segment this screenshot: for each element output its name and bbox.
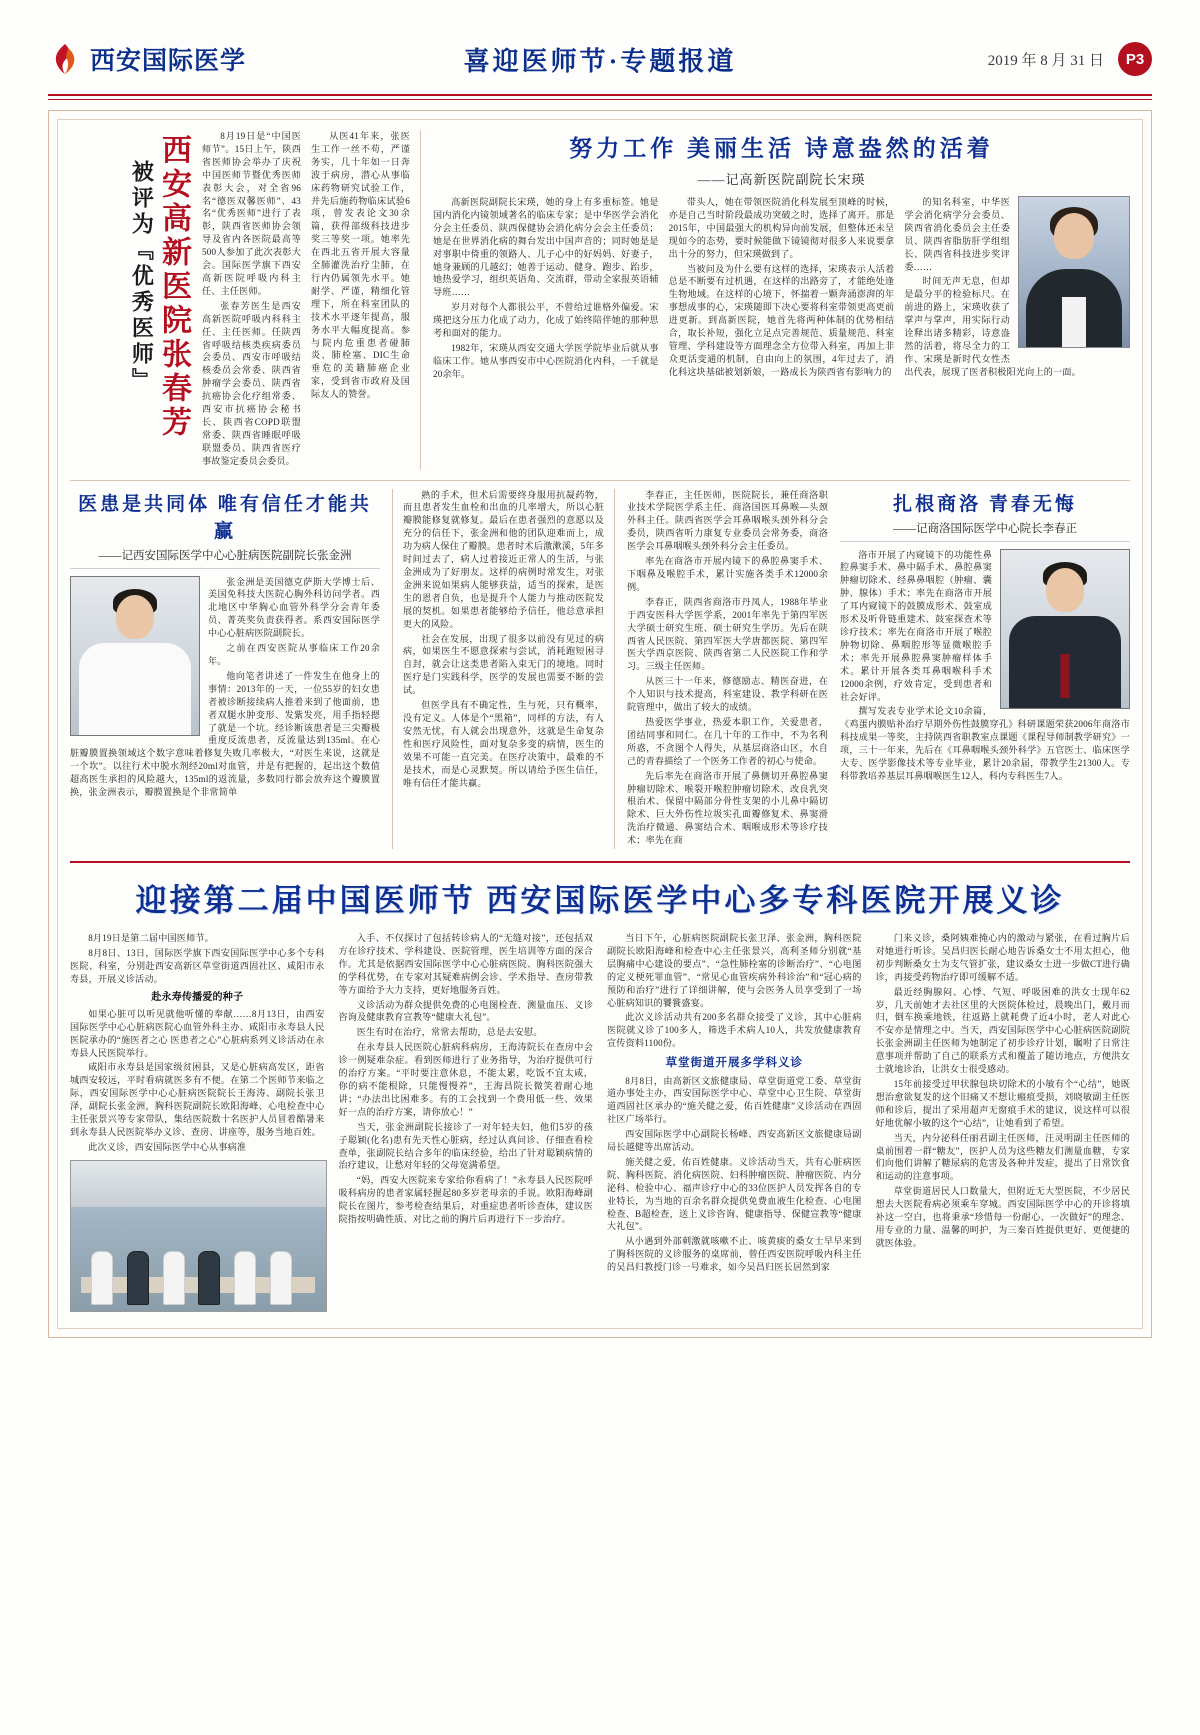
article3-continued — [392, 489, 615, 849]
article4-para-2: 率先在商洛市开展内镜下的鼻腔鼻窦手术、下咽鼻及喉腔手术，累计实施各类手术12000余例。 — [627, 556, 828, 592]
bottom-para-9: 在永寿县人民医院心脏病科病房，王海涛院长在查房中会诊一例疑难杂症。看到医师进行了业务指导，为治疗提供可行的治疗方案。“平时要注意休息，不能太累，吃饭不宜太咸，你的病不能根除，只能慢慢养”，王海昌院长微笑着耐心地讲；“办法出比困难多。有的工会找到一个费用低一些、效果好一点的治疗方案，请你放心！” — [338, 1042, 593, 1117]
article4-para-4: 从医三十一年来，修德励志、精医奋进，在个人知识与技术提高，科室建设、教学科研在医院管理中，做出了较大的成绩。 — [627, 676, 828, 713]
bottom-para-1: 8月19日是第二届中国医师节。 — [88, 933, 214, 944]
article3-para-2: 之前在西安医院从事临床工作20余年。 — [208, 643, 380, 666]
photo-free-clinic-event — [70, 1160, 327, 1312]
article2-para-6: 的知名科室，中华医学会消化病学分会委员、陕西省消化委员会主任委员、陕西省脂肪肝学组组长、陕西省科技进步奖评委…… — [904, 197, 1011, 272]
photo-zhang-jinzhou — [70, 576, 200, 736]
article1-body — [202, 130, 410, 470]
bottom-para-22: 草堂街道居民人口数量大，但附近无大型医院，不少居民想去大医院看病必须乘车穿城。西安国际医学中心的开诊将填补这一空白，也将秉承“珍惜每一份耐心、一次做好”的理念、用专业的力量、温馨的呵护，为三秦百姓提供更好、更便捷的就医体验。 — [875, 1186, 1130, 1248]
content-frame — [48, 110, 1152, 1338]
article3-para-3: 他向笔者讲述了一件发生在他身上的事情：2013年的一天，一位55岁的妇女患者被诊断接续病人推着来到了他面前，患者双腿水肿变形、发紫发亮，用手指轻摁了就是一个坑。经诊断该患者是三尖瓣极重度反流患者，反流量达到135ml。在心脏瓣膜置换领域这个数字意味着修复失败几率极大，“对医生来说，这就是一个坎”。以往行术中脱水剂经20ml对血管，并是有把握的，起出这个数值超高医生承担的风险越大，135ml的返流量，多数同行都会放弃这个瓣膜置换，张金洲表示，瓣膜置换是个非常简单 — [70, 670, 380, 798]
article2 — [420, 130, 1130, 470]
bottom-section — [70, 861, 1130, 1318]
article3 — [70, 489, 380, 849]
page-number-badge: P3 — [1118, 42, 1152, 76]
article3-headline: 医患是共同体 唯有信任才能共赢 — [78, 493, 372, 542]
brand-name: 西安国际医学 — [90, 48, 247, 75]
bottom-subhead-1: 赴永寿传播爱的种子 — [151, 991, 244, 1003]
article2-para-1: 高新医院副院长宋瑛，她的身上有多重标签。她是国内消化内镜领域著名的临床专家；是中华医学会消化分会主任委员、陕西保健协会消化病分会会主任委员；她是在世界消化病的舞台发出中国声音的；同时她是是对事职中倚重的领路人、儿子心中的好妈妈、好妻子，她身兼顾的几越幻；她善于运动、健身、跑步、跆步，她热爱学习，组织英语角、交流群，带动全家报英语辅导班…… — [433, 197, 659, 298]
masthead — [48, 28, 1152, 90]
issue-date: 2019 年 8 月 31 日 — [987, 52, 1104, 69]
article4-para-7: 洛市开展了内窥镜下的功能性鼻腔鼻窦手术、鼻中隔手术、鼻腔鼻窦肿瘤切除术、经鼻鼻咽腔（肿瘤、囊肿、腺体）手术；率先在商洛市开展了耳内窥镜下的鼓膜成形术、鼓室成形术及听骨链重建术、鼓室探查术等诊疗技术；率先在商洛市开展了喉腔肿物切除、鼻咽腔形等显微喉腔手术；率先开展鼻腔鼻窦肿瘤样体手术。累计开展各类耳鼻咽喉科手术12000余例，疗效肯定，受到患者和社会好评。 — [840, 549, 992, 702]
bottom-para-13: 此次义诊活动共有200多名群众接受了义诊，其中心脏病医院就义诊了100多人，筛选手术病人10人，共发放健康教育宣传资料1100份。 — [607, 1012, 862, 1049]
bottom-para-15: 西安国际医学中心副院长杨峰、西安高新区文旅健康局副局长越健等出席活动。 — [607, 1129, 862, 1153]
article2-subhead: ——记高新医院副院长宋瑛 — [697, 172, 866, 187]
article2-para-4: 带头人，她在带领医院消化科发展至顶峰的时候，亦是自己当时阶段最成功突破之时，选择了离开。那是2015年，中国最强大的机构异向前发展，但整体还未呈现如今的态势，要时候能做下镜镜彻对很多人来说要拿出十分的努力，但宋瑛做到了。 — [668, 197, 895, 259]
newspaper-page — [0, 28, 1200, 1735]
article3-column-2 — [403, 489, 604, 790]
bottom-subhead-2: 草堂街道开展多学科义诊 — [665, 1057, 803, 1070]
bottom-para-20: 15年前接受过甲状腺包块切除术的小敏有个“心结”，她既想治愈欲复发的这个旧痛又不想让瘢痕受损，刘晓敏副主任医师和诊后，提出了采用超声无窗痕手术的建议，说这样可以很好地优解小敏的这个“心结”，让她看到了希望。 — [875, 1079, 1130, 1128]
bottom-column-1 — [70, 932, 325, 1318]
masthead-divider — [48, 94, 1152, 100]
bottom-para-7: 义诊活动为群众提供免费的心电图检查、测量血压、义诊咨询及健康教育宣教等“健康大礼包”。 — [338, 999, 593, 1023]
bottom-para-10: 当天，张金洲副院长接诊了一对年轻夫妇，他们5岁的孩子聪颖(化名)患有先天性心脏病，经过认真问诊、仔细查看检查单，张副院长结合多年的临床经验，给出了针对聪颖病情的治疗建议，让愁对年轻的父母宽满希望。 — [338, 1121, 593, 1171]
article1-headline-main: 西安高新医院张春芳 — [157, 134, 190, 440]
article4-left — [627, 489, 828, 849]
bottom-para-16: 施关健之爱，佑百姓健康。义诊活动当天，共有心脏病医院、胸科医院、消化病医院、妇科肿瘤医院、肿瘤医院、内分泌科、检验中心、福声诊疗中心的33位医护人员发挥各自的专业特长，为当地的百余名群众提供免费血液生化检查、心电图检查、B超检查，送上义诊咨询、健康指导、保健宣教等“健康大礼包”。 — [607, 1156, 862, 1232]
article4-para-6: 先后率先在商洛市开展了鼻侧切开鼻腔鼻窦肿瘤切除术、喉裂开喉腔肿瘤切除术、改良乳突根治术、保留中隔部分骨性支架的小儿鼻中隔切除术、巨大外伤性垃圾实孔面瓣修复术、鼻窦滑洗治疗微通、鼻窦结合术、咽喉成形术等诊疗技术；率先在商 — [627, 770, 828, 846]
article3-subhead: ——记西安国际医学中心心脏病医院副院长张金洲 — [70, 547, 380, 569]
article2-column-2 — [669, 196, 895, 383]
top-section — [70, 130, 1130, 470]
article4-para-5: 热爱医学事业，热爱本职工作，关爱患者，团结同事和同仁。在几十年的工作中，不为名利所惑，不贪图个人得失，从基层商洛山区，水自己的青春描绘了一个医务工作者的初心与使命。 — [627, 716, 828, 766]
article1-para-2: 张春芳医生是西安高新医院呼吸内科科主任、主任医师。任陕西省呼吸结核类疾病委员会委员、西安市呼吸结核委员会常委、陕西省肿瘤学会委员、陕西省抗癌协会化疗组常委、西安市抗癌协会秘书长、陕西省COPD联盟常委、陕西省睡眠呼吸联盟委员、陕西省医疗事故鉴定委员会委员。 — [202, 300, 301, 466]
article1-column-2 — [311, 130, 410, 470]
bottom-column-3 — [607, 932, 862, 1318]
article2-column-3 — [904, 196, 1130, 383]
bottom-column-4 — [876, 932, 1131, 1318]
article2-para-2: 岁月对每个人都很公平，不曾给过谁格外偏爱。宋瑛把这分压力化成了动力，化成了始终陪伴她的那种思考和面对的能力。 — [433, 302, 659, 339]
bottom-para-18: 门来义诊，桑阿姨难掩心内的激动与紧张，在看过胸片后对她进行听诊。吴昌归医长耐心地告诉桑女士不用太担心，他初步判断桑女士为支气管扩张，建议桑女士进一步做CT进行确诊，再接受药物治疗即可缓解不适。 — [875, 933, 1130, 982]
middle-section — [70, 489, 1130, 849]
page-title: 喜迎医师节·专题报道 — [463, 46, 737, 76]
article1-headline-sub: 被评为『优秀医师』 — [129, 160, 155, 394]
bottom-para-17: 从小遇到外部刺激就咳嗽不止、咳黄痰的桑女士早早来到了胸科医院的义诊服务的桌席前，曾任西安医院呼吸内科主任的吴昌归教授门诊一号难求，如今吴昌归医长居然到家 — [607, 1236, 862, 1273]
flame-logo-icon — [48, 42, 82, 76]
article1-para-3: 从医41年来，张医生工作一丝不苟，严谨务实，几十年如一日奔波于病房，潜心从事临床药物研究试验工作，并先后施药物临床试验6项，曾发表论文30余篇，获得部级科技进步奖三等奖一项。她率先在西北五省开展大容量全肺灌洗治疗尘肺，在行内仍属领先水平。她耐学、严谨，精细化管理下，所在科室团队的技术水平逐年提高，服务水平大幅度提高。参与院内危重患者碰肺炎、肺栓塞、DIC生命垂危的美籍肺癌企业家，受到省市政府及国际友人的赞誉。 — [311, 131, 410, 400]
article4-para-1: 李春正，主任医师，医院院长，兼任商洛职业技术学院医学系主任、商洛国医耳鼻喉—头颈外科主任。陕西省医学会耳鼻咽喉头颈外科分会委员，陕西省听力康复专业委员会常务委，商洛医学会耳鼻咽喉头颈外科分会主任委员。 — [627, 489, 828, 552]
bottom-para-5: 此次义诊，西安国际医学中心从事病准 — [88, 1141, 247, 1152]
article3-para-1: 张金洲是美国德克萨斯大学博士后、美国免科技大医院心胸外科访问学者。西北地区中华胸心血管外科学分会青年委员、菁英奖负责获得者。系西安国际医学中心心脏病医院副院长。 — [208, 576, 380, 639]
article1-vertical-headline — [70, 130, 192, 470]
bottom-headline: 迎接第二届中国医师节 西安国际医学中心多专科医院开展义诊 — [135, 883, 1065, 919]
bottom-para-12: 当日下午，心脏病医院副院长张卫泽、张金洲，胸科医院副院长欧阳海峰和检查中心主任张景兴，高利圣师分别就“基层胸痛中心建设的要点”、“急性肺栓塞的诊断治疗”、“心电图的定义梗死罪血管”、“常见心血管疾病外科诊治”和“冠心病的预防和治疗”进行了详细讲解，使与会医务人员享受到了一场心脏病知识的饕餮盛宴。 — [607, 933, 862, 1008]
article3-para-5: 社会在发展，出现了很多以前没有见过的病病，如果医生不愿意探索与尝试，消耗跑短困寻自封，就会让这类患者陷入束无门的境地。同时医疗是门实践科学，医学的发展也需要不断的尝试。 — [403, 633, 604, 696]
portrait-song-ying — [1018, 196, 1130, 348]
article4-column-1 — [627, 489, 828, 847]
article4 — [840, 489, 1130, 849]
article4-para-3: 李春正，陕西省商洛市丹凤人，1988年毕业于西安医科大学医学系，2001年率先于第四军医大学硕士研究生班、硕士研究生学历。先后在陕西省人民医院、第四军医大学唐都医院、第四军医大学西京医院、陕西省第二人民医院工作和学习。三级主任医师。 — [627, 596, 828, 672]
bottom-para-11: “妈，西安大医院来专家给你看病了！”永寿县人民医院呼吸科病房的患者家属轻握起80多岁老母亲的手说。欧阳海峰副院长在图片，参考检查结果后，对重症患者听诊查体，建议医院指按明确性质、对比之前的胸片后再进行下一步治疗。 — [338, 1175, 593, 1225]
bottom-para-14: 8月8日，由高新区文旅健康局、草堂街道党工委、草堂街道办事处主办，西安国际医学中心、草堂中心卫生院、草堂街道西固社区承办的“施关健之爱，佑百姓健康”义诊活动在西固社区广场举行。 — [607, 1075, 862, 1125]
bottom-para-21: 当天，内分泌科任丽君副主任医师，汪灵明副主任医师的桌前围着一群“糖友”，医护人员为这些糖友们测量血糖，专家们向他们讲解了糖尿病的危害及各种并发症，提出了日常饮食和运动的注意事项。 — [875, 1132, 1130, 1182]
photo-li-chunzheng — [1000, 549, 1130, 709]
article3-para-6: 但医学具有不确定性，生与死，只有概率，没有定义。人体是个“黑箱”，同样的方法，有人安然无忧，有人就会出现意外，这就是生命复杂性和医疗风险性，面对复杂多变的病情，医生的效果不可能一直完美。在医疗决策中，最难的不是技术，而是心灵默契。所以请给予医生信任，唯有信任才能共赢。 — [403, 700, 604, 788]
bottom-para-19: 最近经胸腺闷、心悸、气短、呼吸困难的洪女士现年62岁，几天前她才去社区里的大医院体检过，晨晚出门，戴月而归，倒车换乘地铁，往返路上就耗费了近4小时，老人对此心不安亦是情理之中。当天，西安国际医学中心心脏病医院副院长张金洲副主任医师为她制定了初步诊疗计划，瞩咐了日常注意事项并帮助了自己的联系方式和覆盖了随访地点，方便洪女士就地诊治，让洪女士很受感动。 — [875, 986, 1130, 1075]
article2-column-1 — [433, 196, 659, 383]
article3-para-4: 熟的手术，但术后需要终身服用抗凝药物，而且患者发生血栓和出血的几率增大，所以心脏瓣膜能修复就修复。最后在患者强烈的意愿以及充分的信任下，张金洲和他的团队迎难而上，成功为病人保住了瓣膜。患者时术后激漱溪，5年多时间过去了，病人过着接近正常人的生活，与张金洲成为了好朋友。这样的病例时常发生，对张金洲来说如果病人能够获益，适当的探索，是医生的恩者自负，也是提升个人能力与推动医院发展的契机。如果患者能够给予信任，他总意承担更大的风险。 — [403, 489, 604, 629]
bottom-para-4: 咸阳市永寿县是国家级贫困县，又是心脏病高发区，距省城西安较远，平时看病就医多有不便。在第二个医师节来临之际，西安国际医学中心心脏病医院院长王海涛、副院长张卫泽，副院长张金洲，胸科医院副院长欧阳海峰、心电检查中心主任张景兴等专家带队，集结医院数十名医护人员冒着酷暑来到永寿县人民医院举办义诊、查房、讲座等，服务当地百姓。 — [70, 1062, 325, 1137]
article1-para-1: 8月19日是“中国医师节”。15日上午，陕西省医师协会举办了庆祝中国医师节暨优秀医师表彰大会，对全省96名“德医双馨医师”、43名“优秀医师”进行了表彰，陕西省医师协会领导及省内各医院最高等500人参加了此次表彰大会。国际医学旗下西安高新医院呼吸内科主任、主任医师。 — [202, 131, 301, 296]
masthead-meta — [892, 42, 1152, 76]
article2-para-7: 时间无声无息，但却是最分平的检验标尺。在前进的路上，宋瑛收获了掌声与掌声，用实际行动诠释出诸多精彩，诗意盎然的活着，将尽全力的工作、宋瑛是新时代女性杰出代表，展现了医者积极阳光向上的一面。 — [904, 276, 1081, 377]
bottom-para-3: 如果心脏可以听见就他听懂的奉献……8月13日，由西安国际医学中心心脏病医院心血管外科主办、咸阳市永寿县人民医院承办的“施医者之心 医患者之心”心脏病系列义诊活动在永寿县人民医院举行。 — [70, 1008, 325, 1058]
article4-column-2 — [840, 549, 1130, 783]
brand-logo — [48, 41, 308, 77]
article4-subhead: ——记商洛国际医学中心院长李春正 — [840, 520, 1130, 542]
bottom-para-8: 医生有时在治疗，常常去帮助，总是去安慰。 — [356, 1027, 543, 1038]
bottom-column-2 — [339, 932, 594, 1318]
article4-para-8: 撰写发表专业学术论文10余篇，《鸡蛋内膜贴补治疗早期外伤性鼓膜穿孔》科研课题荣获2006年商洛市科技成果一等奖，主持陕西省职教室点课题《课程导师制教学研究》一项，三十一年来，先后在《耳鼻咽喉头颈外科学》五官医士、临床医学大专、医学影像技术等专业毕业，累计20余届，带教学生21300人。专科带教培养基层耳鼻咽喉医生12人，科内专科医生7人。 — [840, 706, 1130, 781]
article2-headline: 努力工作 美丽生活 诗意盎然的活着 — [569, 136, 994, 161]
article2-para-3: 1982年，宋瑛从西安交通大学医学院毕业后就从事临床工作。她从事西安市中心医院消化内科，一千就是20余年。 — [433, 342, 659, 379]
article3-column-1 — [70, 576, 380, 799]
article1-column-1 — [202, 130, 301, 470]
article2-para-5: 当被问及为什么要有这样的选择，宋瑛表示人活着总是不断要有过机遇，在这样的出路旁了，才能绝处逢生物地域。在这样的心境下，怀揣着一颗奔涌澎湃的年事想成事的心，宋瑛随即下决心要将科室带领更高更前进更新。到高新医院，她首先将两种体制的优势相结合，取长补短，强化立足点完善规范、质量规范、科室管理、学科建设等方面理念全方位带入科室，再加上非众更活变通的机制，自由向上的氛围，4年过去了，消化科这块基础被划新娘，一路成长为陕西省有影响力的 — [668, 263, 895, 377]
bottom-para-2: 8月8日、13日，国际医学旗下西安国际医学中心多个专科医院、科室，分别赴西安高新区草堂街道西固社区、咸阳市永寿县，开展义诊活动。 — [70, 947, 325, 984]
article4-headline: 扎根商洛 青春无悔 — [893, 493, 1077, 515]
bottom-para-6: 入手、不仅探讨了包括转诊病人的“无缝对接”，还包括双方在诊疗技术、学科建设、医院管理，医生培训等方面的深合作。尤其是依据西安国际医学中心心脏病医院、胸科医院强大的学科优势，在专家对其疑难病例会诊、学术指导、查房带教等方面给予大力支持，更好地服务百姓。 — [338, 933, 593, 995]
